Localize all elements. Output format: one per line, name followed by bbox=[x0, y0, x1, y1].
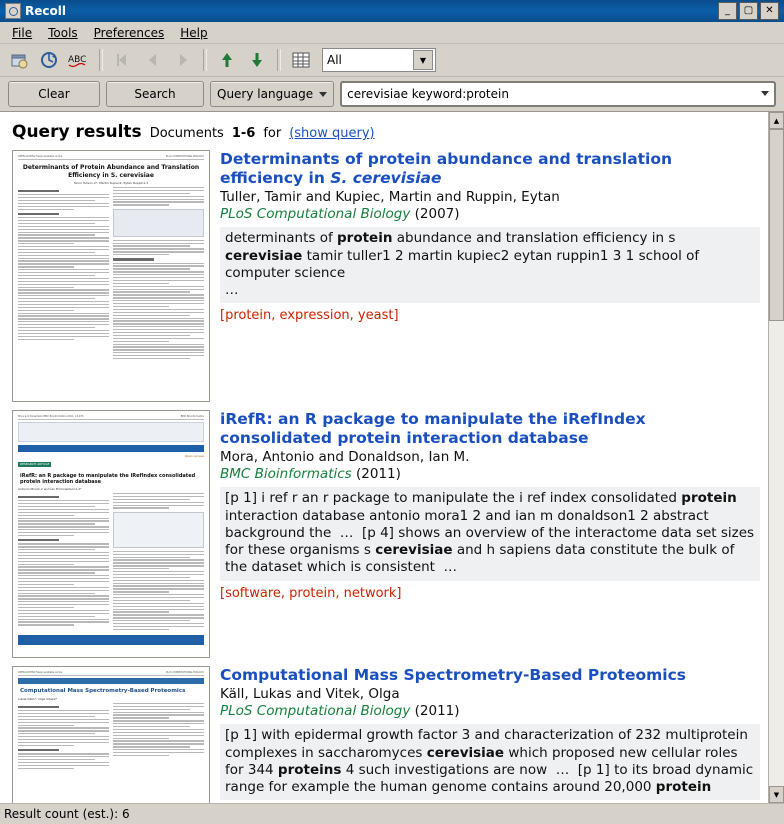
result-journal-name: PLoS Computational Biology bbox=[220, 205, 411, 222]
menu-tools[interactable] bbox=[40, 24, 86, 42]
result-keywords: [software, protein, network] bbox=[220, 585, 402, 601]
close-button[interactable]: ✕ bbox=[760, 2, 779, 20]
thumbnail-header-left: Mora and Donaldson BMC Bioinformatics 2011, 12:455 bbox=[18, 415, 84, 418]
search-bar bbox=[0, 77, 784, 111]
results-area bbox=[0, 111, 784, 803]
result-body bbox=[220, 150, 760, 402]
clear-button[interactable]: Clear bbox=[8, 81, 100, 107]
svg-text:ABC: ABC bbox=[68, 55, 87, 65]
result-title[interactable] bbox=[220, 150, 760, 188]
thumbnail-header bbox=[18, 155, 204, 160]
thumbnail-column-right bbox=[113, 187, 204, 361]
thumbnail-title: Computational Mass Spectrometry-Based Proteomics bbox=[20, 688, 186, 694]
document-thumbnail[interactable] bbox=[12, 666, 210, 803]
results-scrollbar[interactable] bbox=[768, 112, 784, 803]
search-button[interactable]: Search bbox=[106, 81, 204, 107]
result-snippet: determinants of protein abundance and translation efficiency in s cerevisiae tamir tuller1 2 martin kupiec2 eytan ruppin1 3 1 school of computer science … bbox=[220, 227, 760, 303]
search-input[interactable] bbox=[340, 81, 776, 107]
spelling-icon[interactable] bbox=[66, 47, 92, 73]
search-input-value: cerevisiae keyword:protein bbox=[347, 87, 509, 101]
thumbnail-header-right: PLoS COMPUTATIONAL BIOLOGY bbox=[165, 155, 204, 158]
menu-help[interactable] bbox=[172, 24, 215, 42]
result-year: (2011) bbox=[356, 465, 401, 482]
thumbnail-header bbox=[18, 415, 204, 420]
first-page-icon[interactable] bbox=[110, 47, 136, 73]
query-header bbox=[0, 112, 768, 148]
result-journal-line bbox=[220, 206, 760, 224]
filter-combo-value: All bbox=[327, 53, 342, 67]
menu-help-label: Help bbox=[180, 25, 208, 40]
minimize-button[interactable]: _ bbox=[718, 2, 737, 20]
results-list bbox=[0, 112, 768, 803]
result-keywords: [protein, expression, yeast] bbox=[220, 308, 399, 324]
thumbnail-column-left bbox=[18, 187, 109, 361]
result-snippet: [p 1] i ref r an r package to manipulate the i ref index consolidated protein interaction database antonio mora1 2 and ian m donaldson1 2 abstract background the … [p 4] shows an overview of the interactome data set sizes for these organisms s cerevisiae and h sapiens data constitute the bulk of the dataset which is consistent … bbox=[220, 487, 760, 580]
document-thumbnail[interactable] bbox=[12, 150, 210, 402]
maximize-button[interactable]: ▢ bbox=[739, 2, 758, 20]
thumbnail-open-access: Open Access bbox=[184, 454, 204, 458]
thumbnail-header bbox=[18, 671, 204, 676]
thumbnail-column-left bbox=[18, 703, 109, 771]
documents-label: Documents bbox=[149, 126, 224, 141]
thumbnail-authors: Tamir Tuller1,2*, Martin Kupiec2, Eytan Ruppin1,3 bbox=[73, 181, 149, 185]
thumbnail-authors: Antonio Mora1,2 and Ian M Donaldson1,2* bbox=[18, 487, 82, 491]
menu-bar bbox=[0, 22, 784, 44]
app-icon bbox=[5, 3, 21, 19]
query-mode-combo[interactable] bbox=[210, 81, 334, 107]
result-snippet: [p 1] with epidermal growth factor 3 and characterization of 232 multiprotein complexes in saccharomyces cerevisiae which proposed new cellular roles for 344 proteins 4 such investigations are now … [p 1] to its broad dynamic range for example the human genome contains around 20,000 protein bbox=[220, 724, 760, 800]
result-authors: Käll, Lukas and Vitek, Olga bbox=[220, 685, 400, 702]
result-item[interactable] bbox=[0, 148, 768, 408]
thumbnail-page-preview bbox=[13, 667, 209, 803]
status-text: Result count (est.): 6 bbox=[4, 807, 130, 821]
index-update-icon[interactable] bbox=[36, 47, 62, 73]
result-item[interactable] bbox=[0, 664, 768, 803]
title-bar bbox=[0, 0, 784, 22]
result-journal-name: PLoS Computational Biology bbox=[220, 702, 411, 719]
sort-ascending-icon[interactable] bbox=[214, 47, 240, 73]
result-authors: Tuller, Tamir and Kupiec, Martin and Ruppin, Eytan bbox=[220, 188, 560, 205]
documents-range: 1-6 bbox=[231, 126, 256, 141]
thumbnail-column-right bbox=[113, 703, 204, 771]
thumbnail-header-right: PLoS COMPUTATIONAL BIOLOGY bbox=[165, 671, 204, 674]
result-item[interactable] bbox=[0, 408, 768, 664]
thumbnail-header-left: OPEN ACCESS Freely available online bbox=[18, 671, 63, 674]
result-title-main: Determinants of protein abundance and translation efficiency in bbox=[220, 150, 673, 187]
thumbnail-columns bbox=[18, 703, 204, 771]
thumbnail-page-preview bbox=[13, 151, 209, 401]
menu-file[interactable] bbox=[4, 24, 40, 42]
thumbnail-title: Determinants of Protein Abundance and Translation Efficiency in S. cerevisiae bbox=[22, 164, 200, 179]
menu-preferences-label: Preferences bbox=[93, 25, 165, 40]
result-journal-line bbox=[220, 703, 760, 721]
window-controls bbox=[718, 2, 781, 20]
index-config-icon[interactable] bbox=[6, 47, 32, 73]
toolbar bbox=[0, 44, 784, 77]
result-title[interactable]: Computational Mass Spectrometry-Based Proteomics bbox=[220, 666, 686, 684]
document-thumbnail[interactable] bbox=[12, 410, 210, 658]
table-view-icon[interactable] bbox=[288, 47, 314, 73]
status-bar bbox=[0, 803, 784, 824]
result-title-italic: S. cerevisiae bbox=[330, 168, 442, 187]
documents-for-label: for bbox=[263, 126, 282, 141]
result-year: (2007) bbox=[414, 205, 460, 222]
toolbar-separator-3 bbox=[277, 49, 281, 71]
result-year: (2011) bbox=[414, 702, 460, 719]
toolbar-separator-2 bbox=[203, 49, 207, 71]
sort-descending-icon[interactable] bbox=[244, 47, 270, 73]
next-page-icon[interactable] bbox=[170, 47, 196, 73]
thumbnail-column-right bbox=[113, 493, 204, 632]
thumbnail-column-left bbox=[18, 493, 109, 632]
thumbnail-badge: RESEARCH ARTICLE bbox=[20, 462, 50, 466]
result-body bbox=[220, 410, 760, 658]
scroll-down-icon[interactable]: ▼ bbox=[769, 786, 784, 803]
page-title: Query results bbox=[12, 122, 142, 142]
scrollbar-track[interactable] bbox=[769, 129, 784, 786]
thumbnail-header-right: BMC Bioinformatics bbox=[180, 415, 204, 418]
scrollbar-thumb[interactable] bbox=[769, 129, 784, 321]
menu-file-label: File bbox=[12, 25, 33, 40]
result-journal-name: BMC Bioinformatics bbox=[220, 465, 352, 482]
result-journal-line bbox=[220, 466, 760, 484]
thumbnail-page-preview bbox=[13, 411, 209, 657]
previous-page-icon[interactable] bbox=[140, 47, 166, 73]
scroll-up-icon[interactable]: ▲ bbox=[769, 112, 784, 129]
window-title: Recoll bbox=[25, 4, 66, 18]
thumbnail-columns bbox=[18, 493, 204, 632]
result-title[interactable]: iRefR: an R package to manipulate the iRefIndex consolidated protein interaction database bbox=[220, 410, 646, 447]
result-body bbox=[220, 666, 760, 803]
chevron-down-icon[interactable]: ▼ bbox=[413, 50, 433, 70]
filter-combo[interactable] bbox=[322, 48, 436, 72]
thumbnail-footer bbox=[18, 635, 204, 645]
result-authors: Mora, Antonio and Donaldson, Ian M. bbox=[220, 448, 470, 465]
query-mode-value: Query language bbox=[217, 87, 314, 101]
toolbar-separator-1 bbox=[99, 49, 103, 71]
show-query-link[interactable]: (show query) bbox=[289, 126, 375, 141]
thumbnail-authors: Lukas Käll1*, Olga Vitek2* bbox=[18, 696, 58, 701]
thumbnail-columns bbox=[18, 187, 204, 361]
thumbnail-title: iRefR: an R package to manipulate the iRefIndex consolidated protein interaction database bbox=[20, 472, 196, 485]
menu-tools-label: Tools bbox=[48, 25, 78, 40]
menu-preferences[interactable] bbox=[86, 24, 173, 42]
thumbnail-header-left: OPEN ACCESS Freely available online bbox=[18, 155, 63, 158]
